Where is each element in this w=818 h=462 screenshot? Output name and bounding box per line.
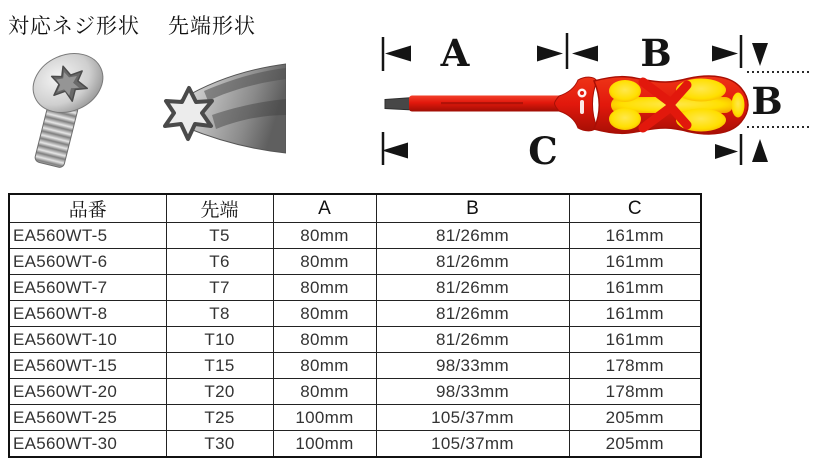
table-cell: 100mm (273, 431, 376, 458)
table-cell: 81/26mm (376, 223, 569, 249)
table-cell: T10 (166, 327, 273, 353)
arrow-down-icon (752, 43, 768, 66)
table-cell: T20 (166, 379, 273, 405)
dim-a-label: A (440, 31, 470, 75)
screw-photo (28, 45, 110, 171)
table-cell: 161mm (569, 327, 701, 353)
tip-shape-label: 先端形状 (168, 15, 256, 38)
arrow-right-icon (715, 144, 738, 159)
table-cell: T6 (166, 249, 273, 275)
dimension-diagram (375, 15, 818, 177)
cell-part-no: EA560WT-30 (9, 431, 166, 458)
table-cell: 81/26mm (376, 275, 569, 301)
cell-part-no: EA560WT-25 (9, 405, 166, 431)
table-cell: 80mm (273, 301, 376, 327)
table-cell: 80mm (273, 249, 376, 275)
table-row (9, 249, 701, 275)
cell-part-no: EA560WT-8 (9, 301, 166, 327)
screw-shape-label: 対応ネジ形状 (8, 15, 140, 38)
table-cell: 100mm (273, 405, 376, 431)
spec-table-header (9, 194, 701, 223)
table-row (9, 327, 701, 353)
header-row (9, 194, 701, 223)
header-dim-b: B (376, 194, 569, 223)
handle-neck (555, 77, 598, 131)
cell-part-no: EA560WT-7 (9, 275, 166, 301)
table-row (9, 405, 701, 431)
spec-table-body (9, 223, 701, 458)
table-cell: 80mm (273, 353, 376, 379)
cell-part-no: EA560WT-10 (9, 327, 166, 353)
table-cell: 178mm (569, 379, 701, 405)
table-cell: T5 (166, 223, 273, 249)
dim-b-top-label: B (640, 31, 672, 75)
table-cell: 161mm (569, 275, 701, 301)
table-cell: T15 (166, 353, 273, 379)
shaft-print (441, 102, 523, 104)
dim-c-label: C (528, 129, 558, 173)
table-cell: 81/26mm (376, 249, 569, 275)
arrow-right-icon (537, 46, 563, 62)
table-cell: 205mm (569, 431, 701, 458)
table-cell: 98/33mm (376, 353, 569, 379)
cell-part-no: EA560WT-15 (9, 353, 166, 379)
table-row (9, 431, 701, 458)
arrow-left-icon (385, 46, 411, 62)
cell-part-no: EA560WT-6 (9, 249, 166, 275)
table-row (9, 301, 701, 327)
table-row (9, 223, 701, 249)
arrow-up-icon (752, 139, 768, 162)
table-cell: 98/33mm (376, 379, 569, 405)
header-tip: 先端 (166, 194, 273, 223)
table-cell: 161mm (569, 249, 701, 275)
arrow-left-icon (572, 46, 598, 62)
table-cell: T25 (166, 405, 273, 431)
arrow-left-icon (382, 143, 408, 159)
cell-part-no: EA560WT-5 (9, 223, 166, 249)
table-cell: 178mm (569, 353, 701, 379)
table-cell: 161mm (569, 301, 701, 327)
header-dim-a: A (273, 194, 376, 223)
table-cell: T30 (166, 431, 273, 458)
header-part-no: 品番 (9, 194, 166, 223)
table-cell: T8 (166, 301, 273, 327)
table-row (9, 353, 701, 379)
table-cell: 80mm (273, 275, 376, 301)
table-cell: 80mm (273, 379, 376, 405)
table-cell: 105/37mm (376, 431, 569, 458)
table-cell: 80mm (273, 223, 376, 249)
table-cell: T7 (166, 275, 273, 301)
table-cell: 205mm (569, 405, 701, 431)
table-cell: 80mm (273, 327, 376, 353)
table-cell: 81/26mm (376, 301, 569, 327)
table-cell: 81/26mm (376, 327, 569, 353)
bit-photo (152, 57, 286, 159)
table-cell: 105/37mm (376, 405, 569, 431)
header-dim-c: C (569, 194, 701, 223)
dim-b-side-label: B (751, 79, 783, 123)
screwdriver-image (385, 76, 748, 134)
table-row (9, 275, 701, 301)
screwdriver-blade (385, 98, 413, 111)
spec-table (8, 193, 702, 458)
table-row (9, 379, 701, 405)
cell-part-no: EA560WT-20 (9, 379, 166, 405)
arrow-right-icon (712, 46, 738, 62)
table-cell: 161mm (569, 223, 701, 249)
